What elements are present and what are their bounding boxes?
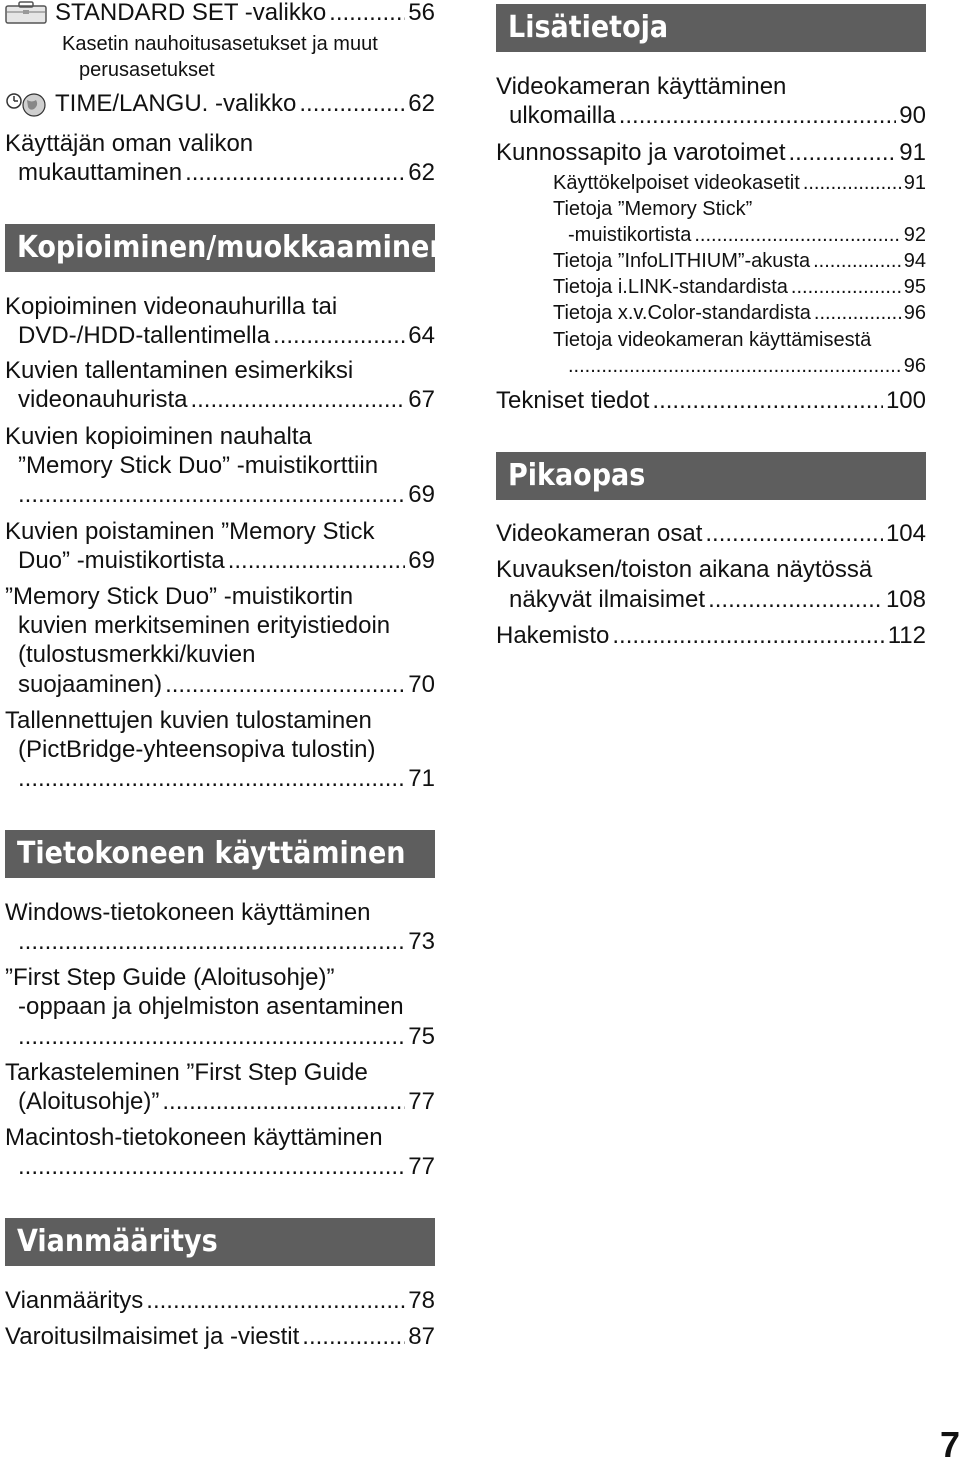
toc-entry-delete-images-cont[interactable]: Duo” -muistikortista ..... 69 [18,546,435,576]
toc-entry-record-images-cont[interactable]: videonauhurista ..... 67 [18,385,435,415]
toc-entry-first-step-install[interactable]: ”First Step Guide (Aloitusohje)” [5,964,335,991]
toc-entry-abroad[interactable]: Videokameran käyttäminen [496,73,787,100]
toc-entry-first-step-install-page[interactable]: ..... 75 [18,1022,435,1052]
toc-sub-camera-use[interactable]: Tietoja videokameran käyttämisestä [553,329,872,351]
toc-entry-mark-images-cont-2[interactable]: (tulostusmerkki/kuvien [18,641,256,668]
section-heading-copy-edit: Kopioiminen/muokkaaminen [5,224,435,272]
toc-entry-abroad-cont[interactable]: ulkomailla ..... 90 [509,101,926,131]
section-heading-computer: Tietokoneen käyttäminen [5,830,435,878]
toc-entry-delete-images[interactable]: Kuvien poistaminen ”Memory Stick [5,518,375,545]
section-heading-troubleshooting: Vianmääritys [5,1218,435,1266]
toc-sub-infolithium[interactable]: Tietoja ”InfoLITHIUM”-akusta ..... 94 [553,248,926,274]
toc-desc-standard-set-2: perusasetukset [79,59,215,81]
toc-entry-mark-images[interactable]: ”Memory Stick Duo” -muistikortin [5,583,354,610]
toc-sub-xvcolor[interactable]: Tietoja x.v.Color-standardista ..... 96 [553,300,926,326]
toc-entry-index[interactable]: Hakemisto ..... 112 [496,621,926,651]
toc-entry-copy-tape-to-stick-page[interactable]: ..... 69 [18,480,435,510]
toc-entry-record-images[interactable]: Kuvien tallentaminen esimerkiksi [5,357,354,384]
toc-entry-copy-tape-to-stick[interactable]: Kuvien kopioiminen nauhalta [5,423,312,450]
clock-globe-icon [5,90,47,118]
toc-entry-mark-images-cont[interactable]: kuvien merkitseminen erityistiedoin [18,612,391,639]
toc-sub-camera-use-page[interactable]: ..... 96 [568,353,926,379]
section-heading-additional-info: Lisätietoja [496,4,926,52]
page-number: 7 [939,1424,960,1465]
toc-sub-cassettes[interactable]: Käyttökelpoiset videokasetit ..... 91 [553,170,926,196]
toc-sub-ilink[interactable]: Tietoja i.LINK-standardista ..... 95 [553,274,926,300]
toc-entry-warnings[interactable]: Varoitusilmaisimet ja -viestit ..... 87 [5,1322,435,1352]
toc-entry-windows[interactable]: Windows-tietokoneen käyttäminen [5,899,371,926]
toc-entry-print-images[interactable]: Tallennettujen kuvien tulostaminen [5,707,372,734]
toc-sub-memory-stick-cont[interactable]: -muistikortista ..... 92 [568,222,926,248]
toc-entry-indicators-cont[interactable]: näkyvät ilmaisimet ..... 108 [509,585,926,615]
toc-entry-windows-page[interactable]: ..... 73 [18,927,435,957]
toc-entry-camera-parts[interactable]: Videokameran osat ..... 104 [496,519,926,549]
toc-desc-standard-set: Kasetin nauhoitusasetukset ja muut [62,33,378,55]
toc-entry-specs[interactable]: Tekniset tiedot ..... 100 [496,386,926,416]
toc-entry-view-first-step[interactable]: Tarkasteleminen ”First Step Guide [5,1059,368,1086]
toolbox-icon [5,1,47,25]
toc-entry-copy-vcr-cont[interactable]: DVD-/HDD-tallentimella ..... 64 [18,321,435,351]
toc-entry-troubleshooting[interactable]: Vianmääritys ..... 78 [5,1286,435,1316]
toc-entry-custom-menu-cont[interactable]: mukauttaminen ..... 62 [18,158,435,188]
toc-entry-custom-menu[interactable]: Käyttäjän oman valikon [5,130,254,157]
section-heading-quick-guide: Pikaopas [496,452,926,500]
toc-entry-maintenance[interactable]: Kunnossapito ja varotoimet ..... 91 [496,138,926,168]
toc-entry-view-first-step-cont[interactable]: (Aloitusohje)” ..... 77 [18,1087,435,1117]
toc-entry-print-images-cont[interactable]: (PictBridge-yhteensopiva tulostin) [18,736,376,763]
toc-entry-indicators[interactable]: Kuvauksen/toiston aikana näytössä [496,556,873,583]
toc-entry-print-images-page[interactable]: ..... 71 [18,764,435,794]
toc-entry-time-langu[interactable]: TIME/LANGU. -valikko ..... 62 [55,89,435,119]
toc-entry-macintosh-page[interactable]: ..... 77 [18,1152,435,1182]
toc-entry-first-step-install-cont[interactable]: -oppaan ja ohjelmiston asentaminen [18,993,404,1020]
toc-entry-mark-images-cont-3[interactable]: suojaaminen) ..... 70 [18,670,435,700]
toc-sub-memory-stick[interactable]: Tietoja ”Memory Stick” [553,198,753,220]
toc-entry-copy-tape-to-stick-cont[interactable]: ”Memory Stick Duo” -muistikorttiin [18,452,379,479]
toc-entry-standard-set[interactable]: STANDARD SET -valikko ..... 56 [55,0,435,28]
toc-entry-copy-vcr[interactable]: Kopioiminen videonauhurilla tai [5,293,338,320]
toc-entry-macintosh[interactable]: Macintosh-tietokoneen käyttäminen [5,1124,383,1151]
